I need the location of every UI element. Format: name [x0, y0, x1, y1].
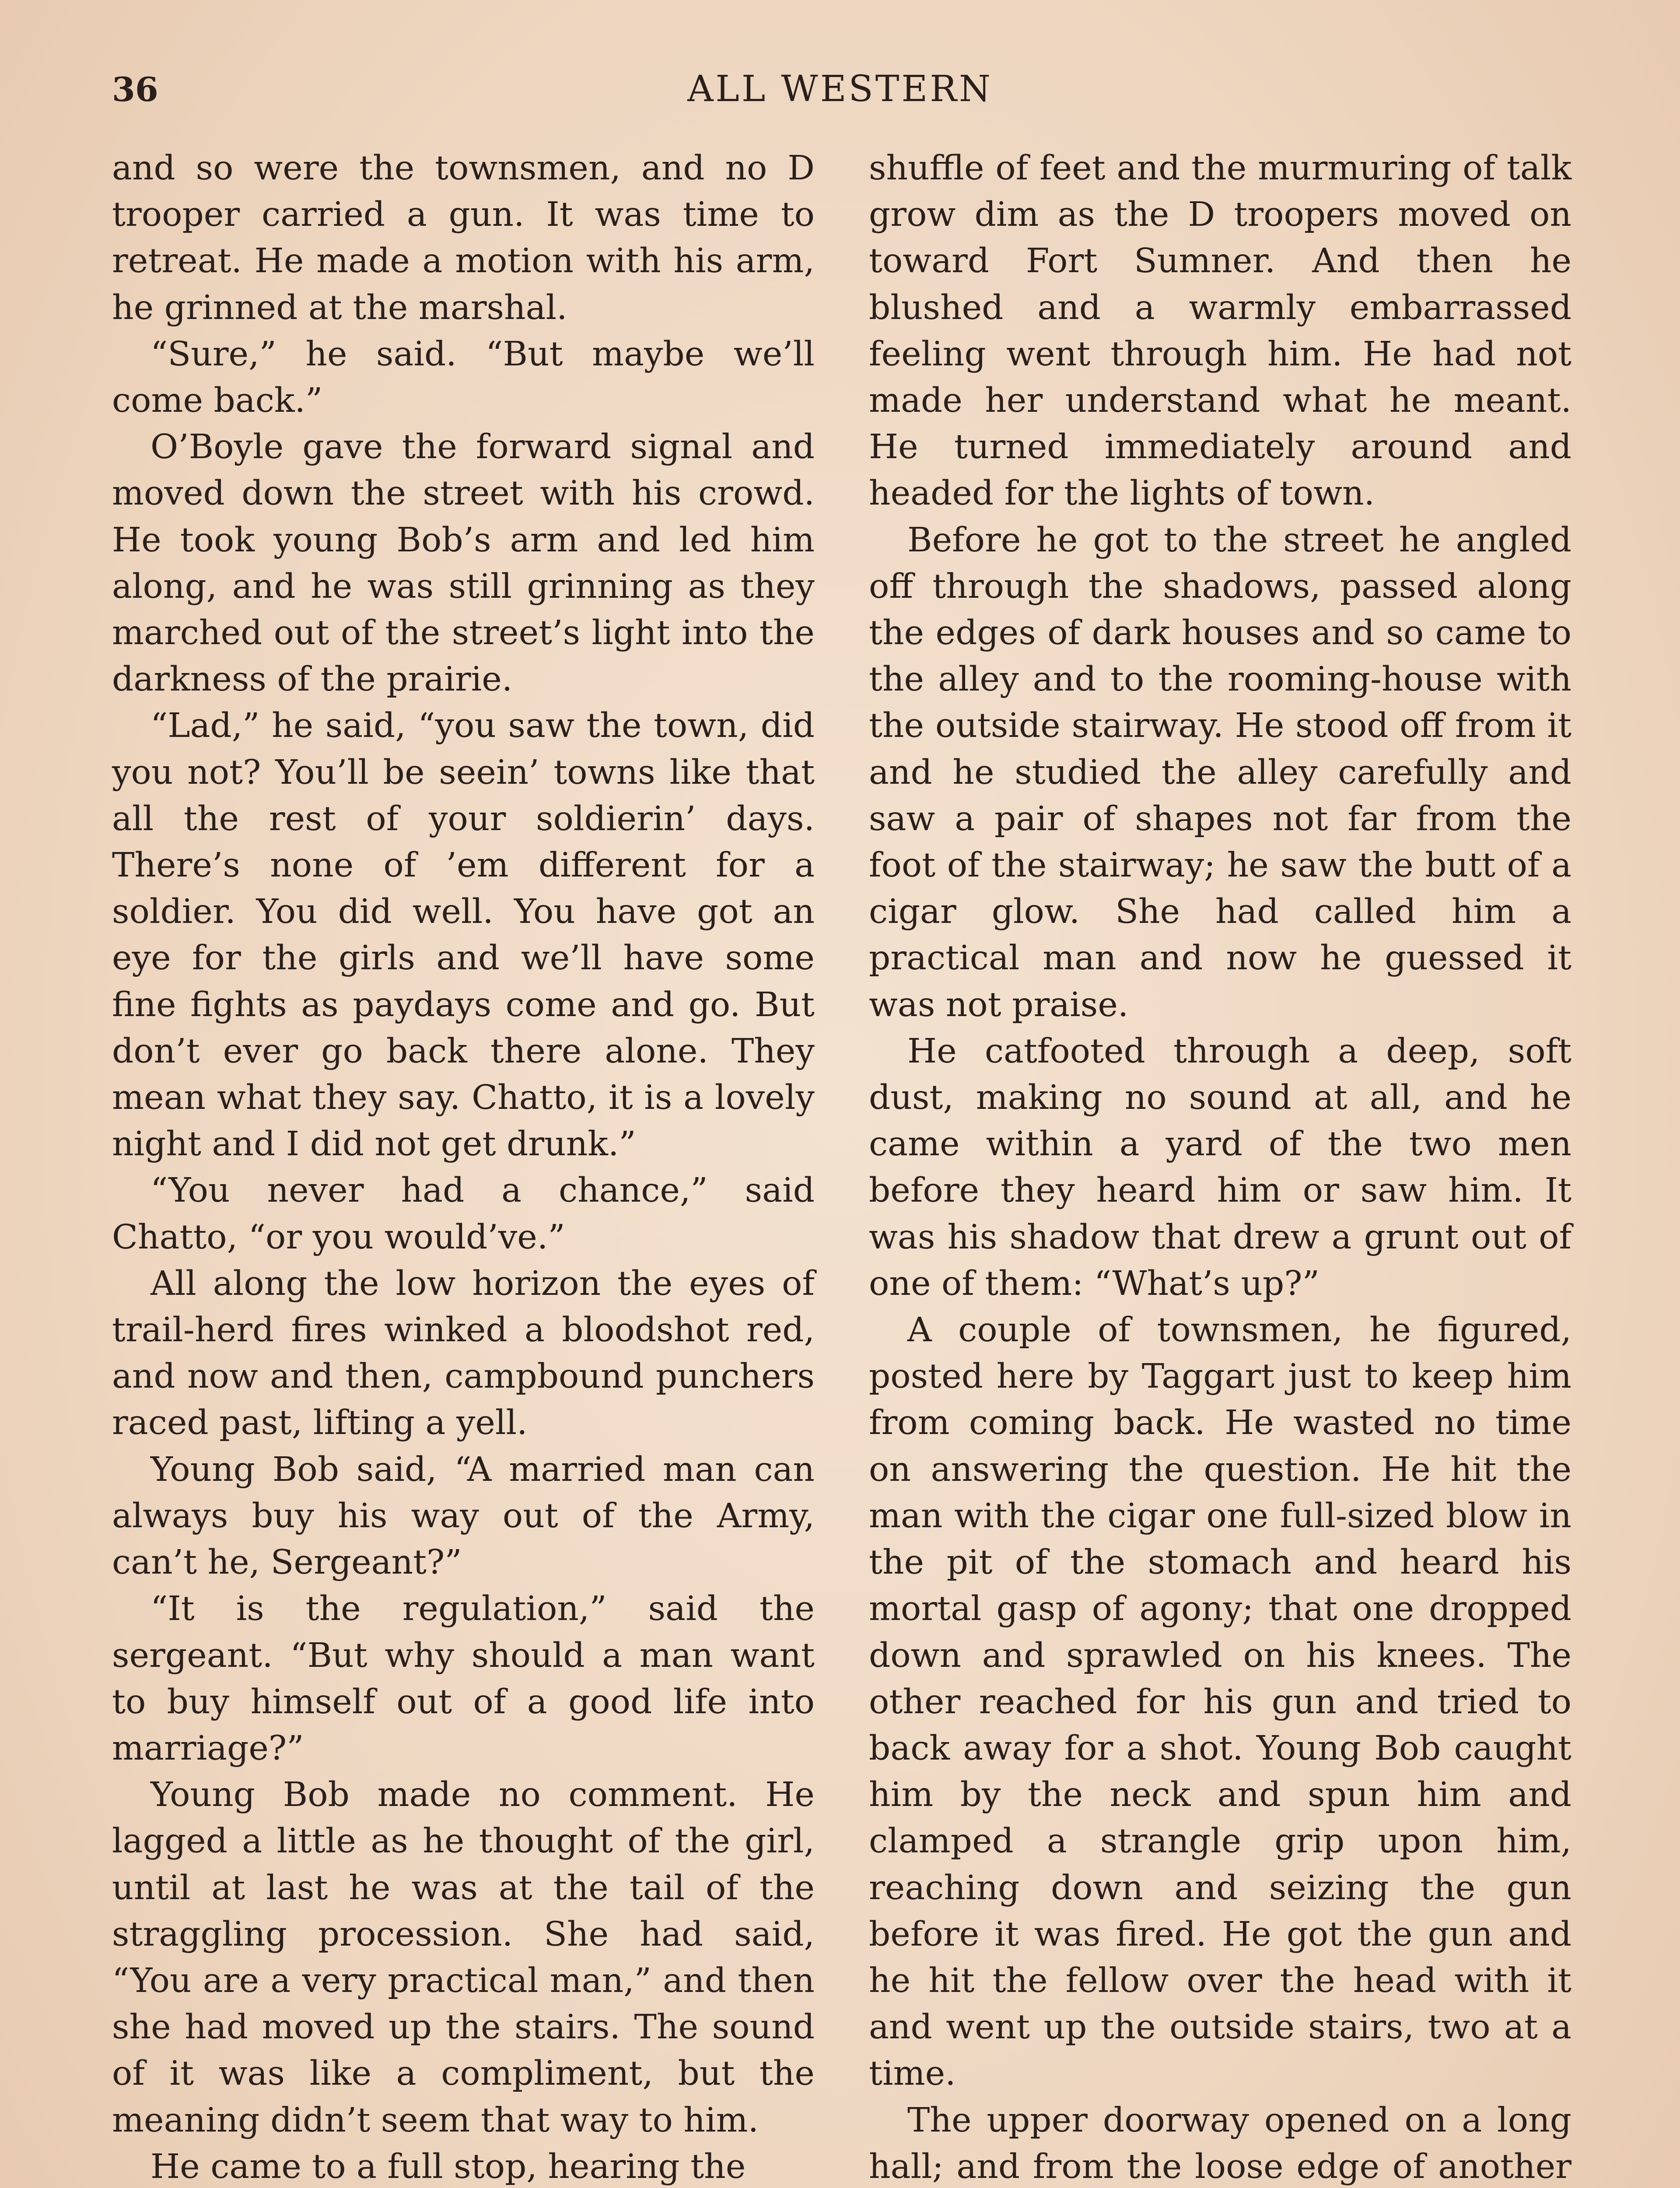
paragraph: shuffle of feet and the murmuring of talk grow dim as the D troopers moved on toward Fort Sumner. And then he blushed and a warmly embarrassed feeling went through him. He had not made her understand what he meant. He turned immediately around and headed for the lights of town. — [869, 149, 1572, 513]
text-column-left — [112, 145, 815, 2188]
paragraph: Young Bob made no comment. He lagged a little as he thought of the girl, until at last he was at the tail of the straggling procession. She had said, “You are a very practical man,” and then she had moved up the stairs. The sound of it was like a compliment, but the meaning didn’t seem that way to him. — [112, 1775, 815, 2140]
paragraph: He catfooted through a deep, soft dust, making no sound at all, and he came within a yard of the two men before they heard him or saw him. It was his shadow that drew a grunt out of one of them: “What’s up?” — [869, 1031, 1572, 1303]
paragraph: Before he got to the street he angled off through the shadows, passed along the edges of dark houses and so came to the alley and to the rooming-house with the outside stairway. He stood off from it and he studied the alley carefully and saw a pair of shapes not far from the foot of the stairway; he saw the butt of a cigar glow. She had called him a practical man and now he guessed it was not praise. — [869, 520, 1572, 1024]
paragraph: He came to a full stop, hearing the — [150, 2147, 746, 2186]
paragraph: “It is the regulation,” said the sergeant. “But why should a man want to buy himself out of a good life into marriage?” — [112, 1589, 815, 1768]
paragraph: “Sure,” he said. “But maybe we’ll come back.” — [112, 334, 815, 421]
paragraph: and so were the townsmen, and no D trooper carried a gun. It was time to retreat. He made a motion with his arm, he grinned at the marshal. — [112, 149, 815, 327]
paragraph: Young Bob said, “A married man can always buy his way out of the Army, can’t he, Sergeant?” — [112, 1450, 815, 1582]
text-column-right — [869, 145, 1572, 2188]
paragraph: All along the low horizon the eyes of trail-herd fires winked a bloodshot red, and now and then, campbound punchers raced past, lifting a yell. — [112, 1264, 815, 1443]
paragraph: The upper doorway opened on a long hall; and from the loose edge of another — [869, 2100, 1572, 2186]
paragraph: A couple of townsmen, he figured, posted here by Taggart just to keep him from coming back. He wasted no time on answering the question. He hit the man with the cigar one full-sized blow in the pit of the stomach and heard his mortal gasp of agony; that one dropped down and sprawled on his knees. The other reached for his gun and tried to back away for a shot. Young Bob caught him by the neck and spun him and clamped a strangle grip upon him, reaching down and seizing the gun before it was fired. He got the gun and he hit the fellow over the head with it and went up the outside stairs, two at a time. — [869, 1311, 1572, 2093]
page-number: 36 — [112, 70, 158, 109]
page-header — [0, 66, 1680, 118]
running-title: ALL WESTERN — [687, 68, 993, 110]
paragraph: “You never had a chance,” said Chatto, “or you would’ve.” — [112, 1171, 815, 1257]
paragraph: “Lad,” he said, “you saw the town, did you not? You’ll be seein’ towns like that all the rest of your soldierin’ days. There’s none of ’em different for a soldier. You did well. You have got an eye for the girls and we’ll have some fine fights as paydays come and go. But don’t ever go back there alone. They mean what they say. Chatto, it is a lovely night and I did not get drunk.” — [112, 706, 815, 1164]
paragraph: O’Boyle gave the forward signal and moved down the street with his crowd. He took young Bob’s arm and led him along, and he was still grinning as they marched out of the street’s light into the darkness of the prairie. — [112, 428, 815, 699]
